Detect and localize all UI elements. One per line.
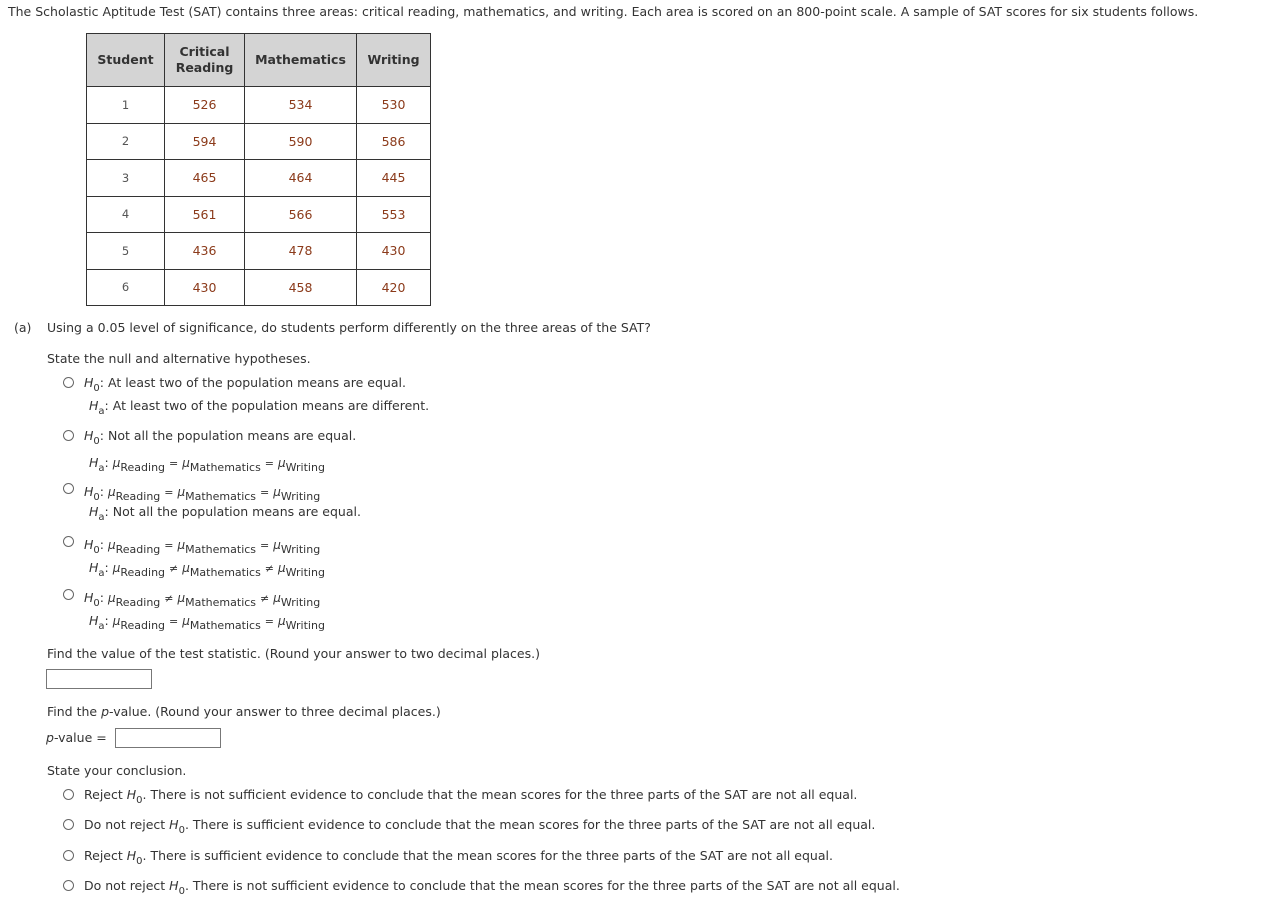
hypotheses-prompt: State the null and alternative hypotheses. [47,351,311,366]
cell-student: 6 [87,269,165,306]
sat-scores-table [86,33,431,306]
option-5-null: $H_0$: μReading ≠ μMathematics ≠ μWriting [84,590,321,609]
hypothesis-option-1-radio[interactable] [63,377,74,388]
cell-mathematics: 566 [245,196,357,233]
cell-student: 5 [87,233,165,270]
option-1-alternative: $H_a$: At least two of the population means are different. [89,398,430,417]
p-value-prompt: Find the p-value. (Round your answer to three decimal places.) [47,704,441,719]
option-2-alternative: $H_a$: μReading = μMathematics = μWriting [89,455,325,474]
cell-student: 3 [87,160,165,197]
cell-mathematics: 534 [245,87,357,124]
table-row [87,123,431,160]
conclusion-option-3: Reject $H_0$. There is sufficient evidence to conclude that the mean scores for the three parts of the SAT are not all equal. [84,848,833,867]
table-row [87,233,431,270]
hypothesis-option-4-radio[interactable] [63,536,74,547]
header-mathematics: Mathematics [245,34,357,87]
header-student: Student [87,34,165,87]
header-writing: Writing [357,34,431,87]
part-a-question: Using a 0.05 level of significance, do students perform differently on the three areas of the SAT? [47,320,651,335]
cell-reading: 430 [165,269,245,306]
cell-reading: 594 [165,123,245,160]
cell-reading: 561 [165,196,245,233]
cell-mathematics: 478 [245,233,357,270]
hypothesis-option-5-radio[interactable] [63,589,74,600]
cell-mathematics: 464 [245,160,357,197]
test-statistic-prompt: Find the value of the test statistic. (Round your answer to two decimal places.) [47,646,540,661]
cell-student: 2 [87,123,165,160]
conclusion-prompt: State your conclusion. [47,763,187,778]
cell-student: 4 [87,196,165,233]
p-value-label: p-value = [46,730,107,745]
table-row [87,269,431,306]
cell-writing: 530 [357,87,431,124]
cell-writing: 445 [357,160,431,197]
conclusion-option-4-radio[interactable] [63,880,74,891]
conclusion-option-3-radio[interactable] [63,850,74,861]
table-row [87,160,431,197]
option-3-alternative: $H_a$: Not all the population means are equal. [89,504,361,523]
cell-writing: 553 [357,196,431,233]
conclusion-option-2-radio[interactable] [63,819,74,830]
option-2-null: $H_0$: Not all the population means are equal. [84,428,357,447]
conclusion-option-1: Reject $H_0$. There is not sufficient evidence to conclude that the mean scores for the three parts of the SAT are not all equal. [84,787,858,806]
test-statistic-input[interactable] [46,669,152,689]
option-1-null: $H_0$: At least two of the population means are equal. [84,375,406,394]
hypothesis-option-3-radio[interactable] [63,483,74,494]
cell-writing: 586 [357,123,431,160]
cell-student: 1 [87,87,165,124]
part-a-label: (a) [14,320,32,335]
problem-intro: The Scholastic Aptitude Test (SAT) contains three areas: critical reading, mathematics, and writing. Each area is scored on an 800-point scale. A sample of SAT scores for six students follows. [8,4,1199,19]
cell-reading: 436 [165,233,245,270]
p-value-input[interactable] [115,728,221,748]
hypothesis-option-2-radio[interactable] [63,430,74,441]
conclusion-option-2: Do not reject $H_0$. There is sufficient evidence to conclude that the mean scores for the three parts of the SAT are not all equal. [84,817,876,836]
table-row [87,196,431,233]
option-5-alternative: $H_a$: μReading = μMathematics = μWriting [89,613,325,632]
table-row [87,87,431,124]
conclusion-option-1-radio[interactable] [63,789,74,800]
conclusion-option-4: Do not reject $H_0$. There is not sufficient evidence to conclude that the mean scores for the three parts of the SAT are not all equal. [84,878,900,897]
cell-writing: 420 [357,269,431,306]
option-4-null: $H_0$: μReading = μMathematics = μWriting [84,537,321,556]
option-4-alternative: $H_a$: μReading ≠ μMathematics ≠ μWriting [89,560,325,579]
cell-reading: 526 [165,87,245,124]
cell-writing: 430 [357,233,431,270]
header-critical-reading: Critical Reading [165,34,245,87]
table-header-row [87,34,431,87]
cell-reading: 465 [165,160,245,197]
cell-mathematics: 590 [245,123,357,160]
option-3-null: $H_0$: μReading = μMathematics = μWriting [84,484,321,503]
cell-mathematics: 458 [245,269,357,306]
